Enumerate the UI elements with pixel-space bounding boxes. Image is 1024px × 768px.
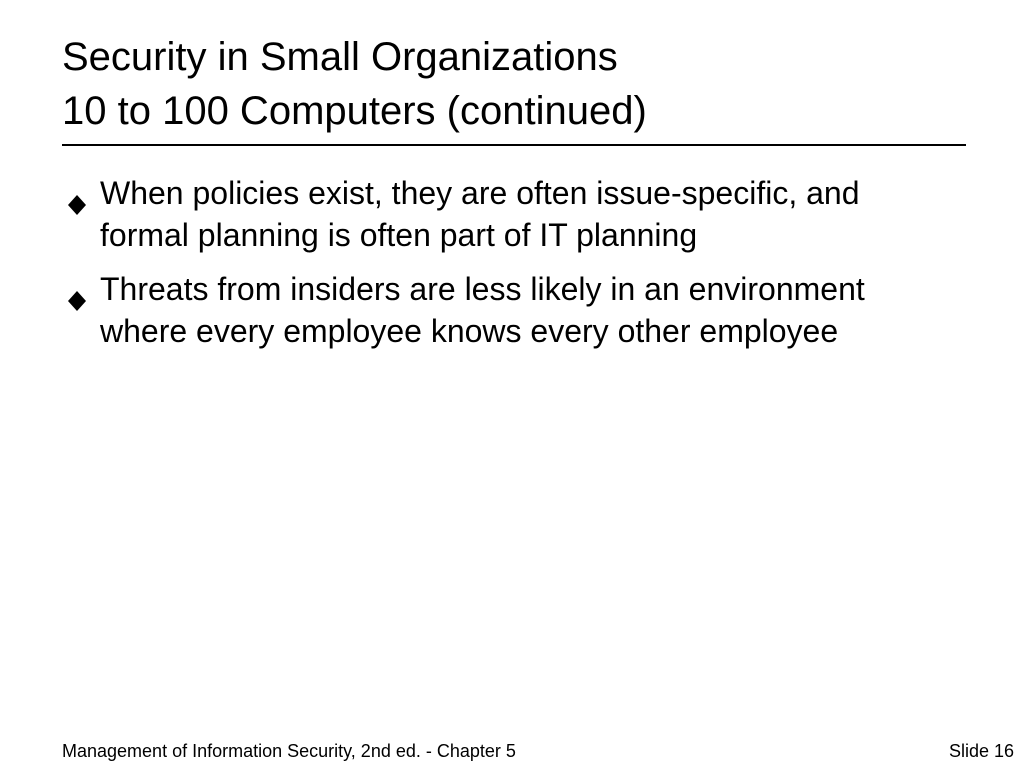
bullet-text-1: When policies exist, they are often issue-specific, and formal planning is often part of IT planning xyxy=(100,175,860,253)
slide-title xyxy=(62,30,962,138)
title-divider xyxy=(62,144,966,146)
bullet-text-2: Threats from insiders are less likely in an environment where every employee knows every other employee xyxy=(100,271,865,349)
diamond-bullet-icon xyxy=(66,280,88,302)
slide-number: Slide 16 xyxy=(948,741,1014,761)
diamond-bullet-icon xyxy=(66,184,88,206)
bullet-item-1 xyxy=(66,172,946,256)
footer-course-label: Management of Information Security, 2nd ed. - Chapter 5 xyxy=(62,741,516,761)
slide-title-line-2: 10 to 100 Computers (continued) xyxy=(62,89,647,133)
bullet-item-2 xyxy=(66,268,946,352)
bullet-list xyxy=(66,172,946,364)
slide-title-line-1: Security in Small Organizations xyxy=(62,35,618,79)
